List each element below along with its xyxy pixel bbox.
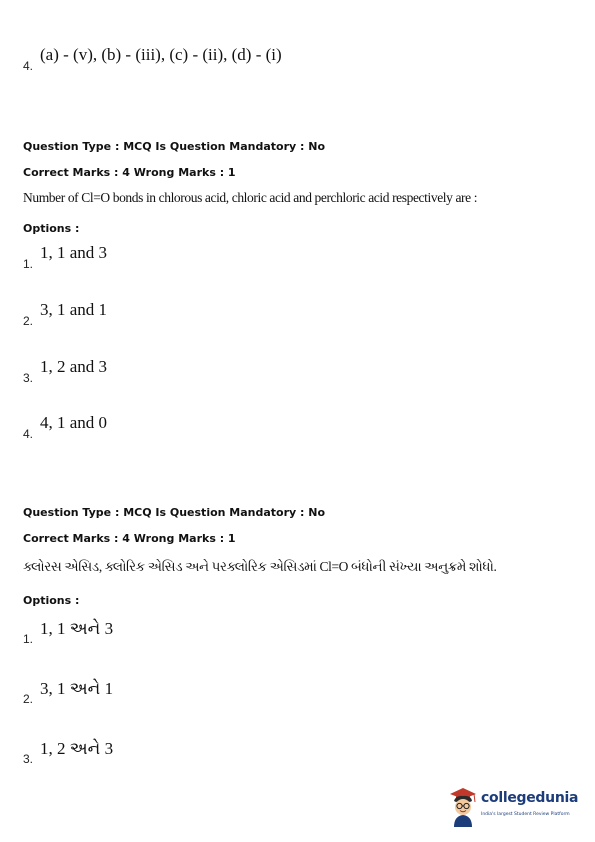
- option-number: 2.: [23, 314, 34, 328]
- option-text: 1, 1 and 3: [40, 243, 108, 262]
- collegedunia-logo: [446, 784, 582, 830]
- mascot-icon: [446, 784, 480, 828]
- question-text: ક્લોરસ એસિડ, ક્લોરિક એસિડ અને પરક્લોરિક એસિડમાં Cl=O બંધોની સંખ્યા અનુક્રમે શોધો.: [23, 559, 497, 574]
- option-text: 1, 2 and 3: [40, 357, 108, 376]
- options-label: Options :: [23, 222, 80, 235]
- option-number: 1.: [23, 632, 34, 646]
- options-label: Options :: [23, 594, 80, 607]
- marks-line: Correct Marks : 4 Wrong Marks : 1: [23, 532, 236, 545]
- option-text: 1, 1 અને 3: [40, 619, 114, 638]
- option-text: 3, 1 and 1: [40, 300, 108, 319]
- option-number: 1.: [23, 257, 34, 271]
- option-text: 4, 1 and 0: [40, 413, 108, 432]
- option-number: 2.: [23, 692, 34, 706]
- option-text: 1, 2 અને 3: [40, 739, 114, 758]
- question-type-line: Question Type : MCQ Is Question Mandatory : No: [23, 506, 326, 519]
- option-text: (a) - (v), (b) - (iii), (c) - (ii), (d) - (i): [40, 45, 282, 64]
- question-text: Number of Cl=O bonds in chlorous acid, chloric acid and perchloric acid respectively are :: [23, 190, 478, 205]
- option-number: 3.: [23, 371, 34, 385]
- question-type-line: Question Type : MCQ Is Question Mandatory : No: [23, 140, 326, 153]
- option-number: 4.: [23, 427, 34, 441]
- option-number: 3.: [23, 752, 34, 766]
- option-text: 3, 1 અને 1: [40, 679, 114, 698]
- logo-name: collegedunia: [481, 790, 579, 806]
- marks-line: Correct Marks : 4 Wrong Marks : 1: [23, 166, 236, 179]
- option-number: 4.: [23, 59, 34, 73]
- logo-tagline: India's largest Student Review Platform: [481, 812, 570, 817]
